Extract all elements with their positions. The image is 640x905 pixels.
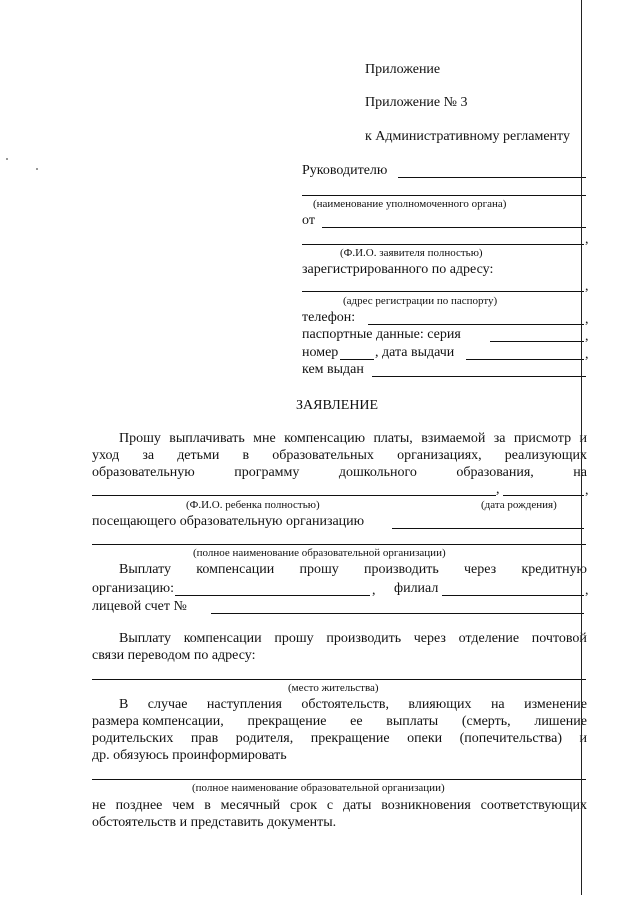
issued-by-label: кем выдан	[302, 362, 364, 377]
org-full-name-line-2	[92, 779, 586, 780]
account-line	[211, 613, 584, 614]
regulation-reference: к Административному регламенту	[365, 129, 570, 144]
residence-caption: (место жительства)	[288, 682, 379, 694]
attending-label: посещающего образовательную организацию	[92, 514, 365, 529]
org-full-name-caption: (полное наименование образовательной организации)	[193, 547, 446, 559]
child-fio-caption: (Ф.И.О. ребенка полностью)	[186, 499, 320, 511]
child-fio-comma: ,	[496, 482, 500, 497]
branch-comma: ,	[585, 583, 589, 598]
registration-address-line	[302, 291, 584, 292]
authority-name-line	[302, 195, 586, 196]
scan-speck	[36, 168, 38, 170]
passport-number-line	[340, 359, 374, 360]
from-label: от	[302, 213, 315, 228]
fio-line-comma: ,	[585, 232, 589, 247]
paragraph-4-line-1: В случае наступления обстоятельств, влияющих на изменение	[119, 697, 587, 712]
from-line	[322, 227, 586, 228]
credit-org-line	[175, 595, 370, 596]
document-title: ЗАЯВЛЕНИЕ	[296, 398, 379, 413]
registered-label: зарегистрированного по адресу:	[302, 262, 494, 277]
paragraph-1-line-3: образовательную программу дошкольного образования, на	[92, 465, 587, 480]
child-fio-line	[92, 495, 496, 496]
paragraph-5-line-1: не позднее чем в месячный срок с даты возникновения соответствующих	[92, 798, 587, 813]
postal-address-label: связи переводом по адресу:	[92, 648, 256, 663]
scan-edge-line	[581, 0, 582, 895]
branch-label: филиал	[394, 581, 439, 596]
paragraph-1-line-1: Прошу выплачивать мне компенсацию платы, взимаемой за присмотр и	[119, 431, 587, 446]
addressee-head: Руководителю	[302, 163, 388, 178]
appendix-label: Приложение	[365, 62, 441, 77]
paragraph-4-line-3: родительских прав родителя, прекращение опеки (попечительства) и	[92, 731, 587, 746]
addressee-head-line	[398, 177, 586, 178]
paragraph-4-line-2: размера компенсации, прекращение ее выплаты (смерть, лишение	[92, 714, 587, 729]
applicant-fio-caption: (Ф.И.О. заявителя полностью)	[340, 247, 483, 259]
phone-label: телефон:	[302, 310, 356, 325]
paragraph-2-line-1: Выплату компенсации прошу производить через кредитную	[119, 562, 587, 577]
appendix-number: Приложение № 3	[365, 95, 468, 110]
org-full-name-line	[92, 544, 586, 545]
credit-org-comma: ,	[372, 583, 376, 598]
registration-address-caption: (адрес регистрации по паспорту)	[343, 295, 498, 307]
child-dob-comma: ,	[585, 483, 589, 498]
attending-line	[392, 528, 584, 529]
child-dob-line	[503, 495, 584, 496]
issue-date-comma: ,	[585, 347, 589, 362]
paragraph-5-line-2: обстоятельств и представить документы.	[92, 815, 337, 830]
paragraph-3-line-1: Выплату компенсации прошу производить через отделение почтовой	[119, 631, 587, 646]
issued-by-line	[372, 376, 586, 377]
scan-speck	[6, 158, 8, 160]
passport-comma: ,	[585, 329, 589, 344]
phone-comma: ,	[585, 312, 589, 327]
paragraph-4-line-4: др. обязуюсь проинформировать	[92, 748, 287, 763]
address-line-comma: ,	[585, 279, 589, 294]
applicant-fio-line	[302, 244, 584, 245]
phone-line	[368, 324, 584, 325]
passport-number-label: номер	[302, 345, 339, 360]
paragraph-1-line-2: уход за детьми в образовательных организациях, реализующих	[92, 448, 587, 463]
residence-line	[92, 679, 586, 680]
org-full-name-caption-2: (полное наименование образовательной организации)	[192, 782, 445, 794]
account-label: лицевой счет №	[92, 599, 187, 614]
credit-org-label: организацию:	[92, 581, 175, 596]
branch-line	[442, 595, 584, 596]
passport-series-line	[490, 341, 584, 342]
passport-series-label: паспортные данные: серия	[302, 327, 461, 342]
issue-date-line	[466, 359, 584, 360]
issue-date-label: , дата выдачи	[375, 345, 455, 360]
authority-caption: (наименование уполномоченного органа)	[313, 198, 507, 210]
child-dob-caption: (дата рождения)	[481, 499, 557, 511]
